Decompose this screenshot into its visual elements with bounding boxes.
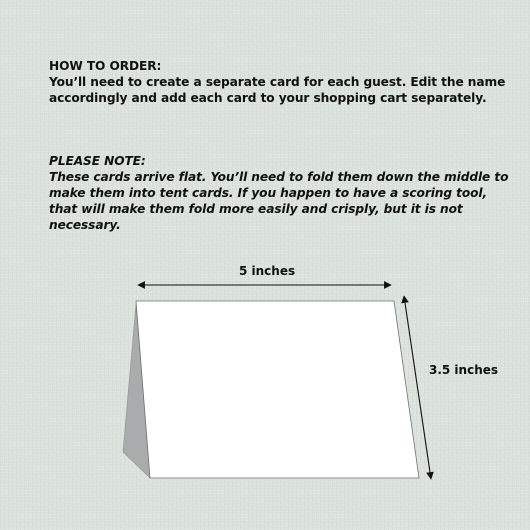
how-to-order-text: You’ll need to create a separate card for each guest. Edit the name accordingly and add each card to your shopping cart separately. <box>49 75 506 105</box>
height-dimension-label: 3.5 inches <box>429 363 499 377</box>
please-note-text: These cards arrive flat. You’ll need to fold them down the middle to make them into tent cards. If you happen to have a scoring tool, that will make them fold more easily and crisply, but it is not necessary. <box>49 170 509 232</box>
how-to-order-heading: HOW TO ORDER: <box>49 59 162 73</box>
width-dimension-label: 5 inches <box>239 264 296 278</box>
card-front-panel <box>136 301 419 478</box>
please-note-heading: PLEASE NOTE: <box>49 154 146 168</box>
